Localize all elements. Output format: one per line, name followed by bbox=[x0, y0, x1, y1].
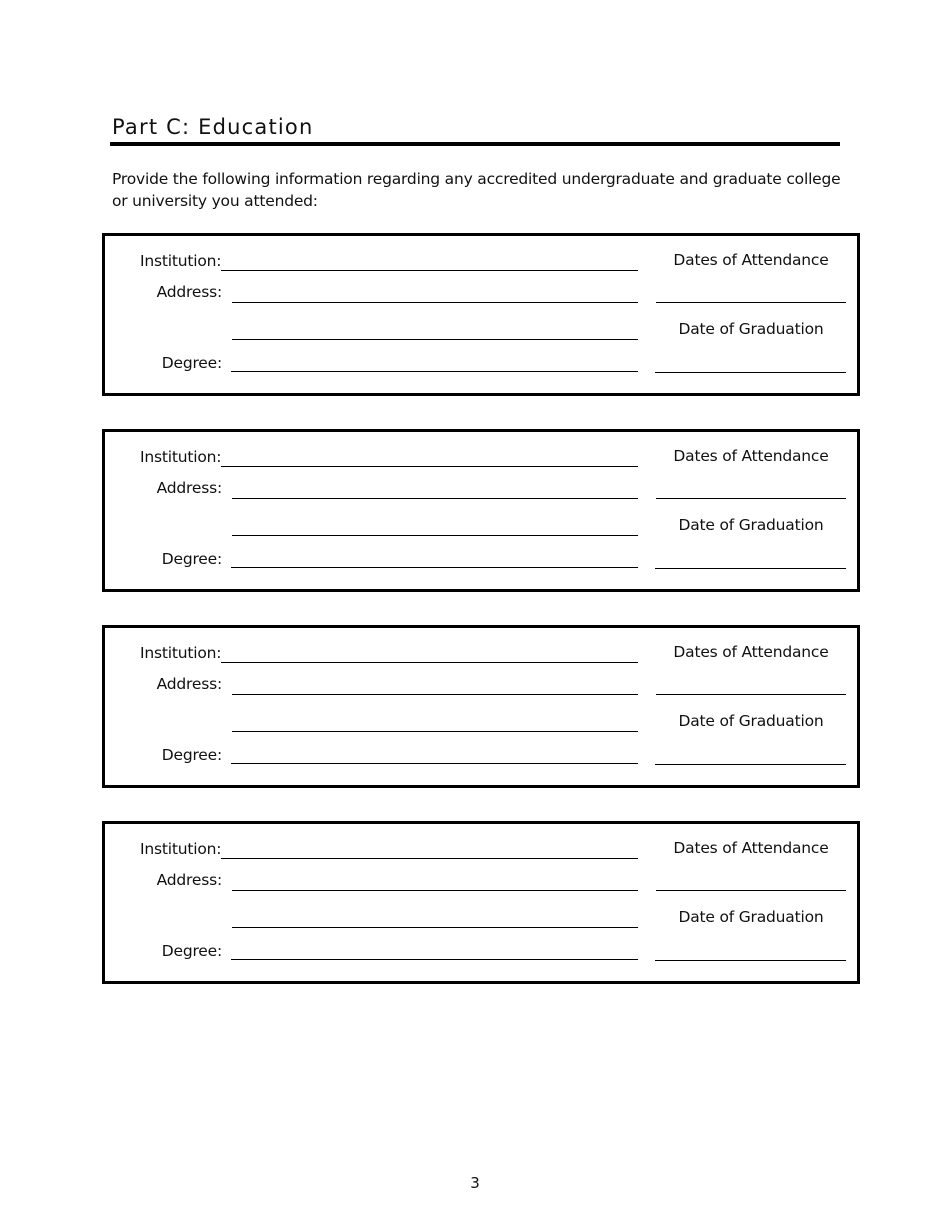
dates-of-attendance-label: Dates of Attendance bbox=[673, 447, 829, 465]
address-line2-field[interactable] bbox=[232, 317, 638, 339]
institution-underline bbox=[221, 270, 638, 271]
institution-label: Institution: bbox=[140, 840, 222, 858]
dates-of-attendance-field[interactable] bbox=[656, 476, 846, 498]
date-of-graduation-field[interactable] bbox=[655, 350, 846, 372]
date-of-graduation-label: Date of Graduation bbox=[678, 712, 824, 730]
degree-underline bbox=[231, 763, 638, 764]
degree-label: Degree: bbox=[161, 942, 222, 960]
education-record bbox=[102, 233, 860, 396]
date-of-graduation-field[interactable] bbox=[655, 546, 846, 568]
address-label: Address: bbox=[156, 871, 222, 889]
instructions-text: Provide the following information regarding any accredited undergraduate and graduate college or university you attended: bbox=[112, 170, 841, 210]
address-line2-field[interactable] bbox=[232, 905, 638, 927]
degree-underline bbox=[231, 371, 638, 372]
date-of-graduation-field[interactable] bbox=[655, 742, 846, 764]
address-line2-field[interactable] bbox=[232, 513, 638, 535]
address-line1-field[interactable] bbox=[232, 476, 638, 498]
dates-of-attendance-label: Dates of Attendance bbox=[673, 839, 829, 857]
education-record bbox=[102, 821, 860, 984]
date-of-graduation-label: Date of Graduation bbox=[678, 908, 824, 926]
section-title-rule bbox=[110, 142, 840, 146]
date-of-graduation-underline bbox=[655, 960, 846, 961]
date-of-graduation-label: Date of Graduation bbox=[678, 516, 824, 534]
institution-underline bbox=[221, 466, 638, 467]
degree-field[interactable] bbox=[231, 349, 638, 371]
dates-of-attendance-field[interactable] bbox=[656, 280, 846, 302]
address-line1-underline bbox=[232, 694, 638, 695]
date-of-graduation-field[interactable] bbox=[655, 938, 846, 960]
address-line1-field[interactable] bbox=[232, 868, 638, 890]
date-of-graduation-underline bbox=[655, 372, 846, 373]
institution-label: Institution: bbox=[140, 448, 222, 466]
address-label: Address: bbox=[156, 283, 222, 301]
education-record bbox=[102, 429, 860, 592]
section-title: Part C: Education bbox=[112, 115, 314, 139]
institution-underline bbox=[221, 662, 638, 663]
date-of-graduation-underline bbox=[655, 764, 846, 765]
institution-label: Institution: bbox=[140, 644, 222, 662]
degree-label: Degree: bbox=[161, 550, 222, 568]
institution-field[interactable] bbox=[221, 444, 638, 466]
address-line1-underline bbox=[232, 302, 638, 303]
degree-underline bbox=[231, 567, 638, 568]
address-line2-underline bbox=[232, 731, 638, 732]
degree-underline bbox=[231, 959, 638, 960]
address-line1-underline bbox=[232, 890, 638, 891]
institution-underline bbox=[221, 858, 638, 859]
dates-of-attendance-underline bbox=[656, 694, 846, 695]
date-of-graduation-underline bbox=[655, 568, 846, 569]
degree-label: Degree: bbox=[161, 354, 222, 372]
institution-field[interactable] bbox=[221, 836, 638, 858]
dates-of-attendance-underline bbox=[656, 302, 846, 303]
dates-of-attendance-underline bbox=[656, 498, 846, 499]
dates-of-attendance-label: Dates of Attendance bbox=[673, 643, 829, 661]
degree-field[interactable] bbox=[231, 937, 638, 959]
dates-of-attendance-field[interactable] bbox=[656, 868, 846, 890]
institution-field[interactable] bbox=[221, 640, 638, 662]
dates-of-attendance-field[interactable] bbox=[656, 672, 846, 694]
degree-field[interactable] bbox=[231, 545, 638, 567]
institution-label: Institution: bbox=[140, 252, 222, 270]
date-of-graduation-label: Date of Graduation bbox=[678, 320, 824, 338]
address-line1-field[interactable] bbox=[232, 280, 638, 302]
address-line2-underline bbox=[232, 339, 638, 340]
degree-field[interactable] bbox=[231, 741, 638, 763]
address-line1-underline bbox=[232, 498, 638, 499]
address-label: Address: bbox=[156, 675, 222, 693]
address-label: Address: bbox=[156, 479, 222, 497]
address-line2-field[interactable] bbox=[232, 709, 638, 731]
address-line2-underline bbox=[232, 535, 638, 536]
degree-label: Degree: bbox=[161, 746, 222, 764]
address-line2-underline bbox=[232, 927, 638, 928]
education-record bbox=[102, 625, 860, 788]
page-number: 3 bbox=[470, 1174, 480, 1192]
address-line1-field[interactable] bbox=[232, 672, 638, 694]
dates-of-attendance-label: Dates of Attendance bbox=[673, 251, 829, 269]
dates-of-attendance-underline bbox=[656, 890, 846, 891]
institution-field[interactable] bbox=[221, 248, 638, 270]
